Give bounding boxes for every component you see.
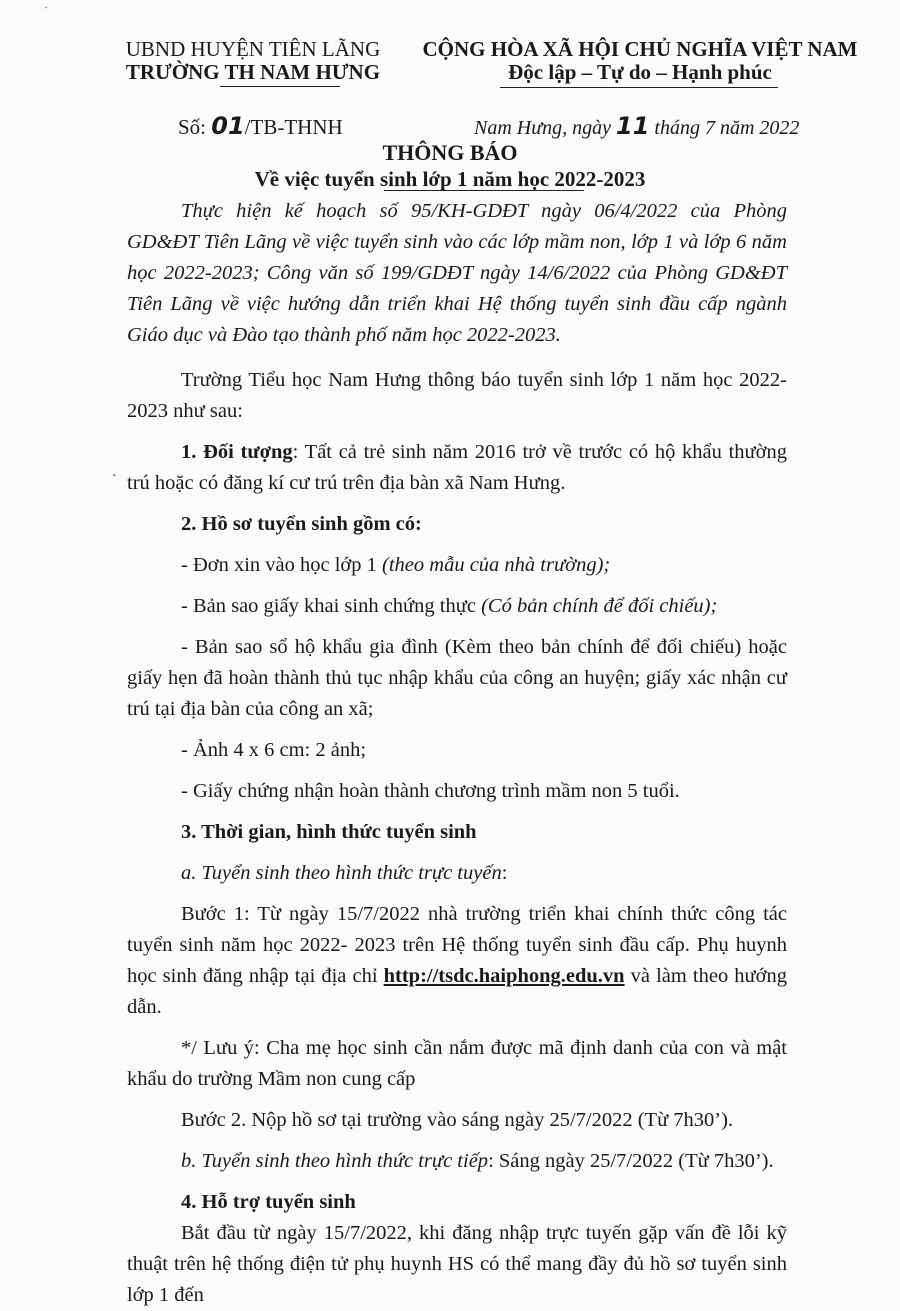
section-3b-title: b. Tuyển sinh theo hình thức trực tiếp [181, 1150, 489, 1172]
list-item-text: - Giấy chứng nhận hoàn thành chương trình mầm non 5 tuổi. [181, 780, 680, 802]
section-2-heading: 2. Hồ sơ tuyển sinh gồm có: [181, 513, 422, 535]
list-item-text: - Bản sao giấy khai sinh chứng thực [181, 595, 482, 617]
document-body [127, 196, 787, 1311]
step-1-tail: và làm theo hướng dẫn. [127, 965, 787, 1018]
section-1 [127, 437, 787, 499]
doc-number-prefix: Số: [178, 115, 212, 139]
national-motto: Độc lập – Tự do – Hạnh phúc [508, 60, 772, 84]
list-item [127, 735, 787, 766]
subtitle-underline [384, 190, 584, 191]
list-item-text: - Ảnh 4 x 6 cm: 2 ảnh; [181, 739, 367, 761]
section-3a-heading [127, 858, 787, 889]
section-3b-text: : Sáng ngày 25/7/2022 (Từ 7h30’). [488, 1150, 774, 1172]
national-header [420, 38, 860, 84]
document-number [178, 112, 343, 140]
section-4-heading: 4. Hỗ trợ tuyển sinh [181, 1191, 356, 1213]
issuer-header [118, 38, 388, 84]
step-1-paragraph [127, 899, 787, 1023]
list-item [127, 550, 787, 581]
section-3-heading: 3. Thời gian, hình thức tuyển sinh [181, 821, 477, 843]
announce-paragraph: Trường Tiểu học Nam Hưng thông báo tuyển sinh lớp 1 năm học 2022-2023 như sau: [127, 369, 787, 422]
date-day-handwritten: 11 [616, 112, 650, 140]
section-3b [127, 1146, 787, 1177]
intro-paragraph: Thực hiện kế hoạch số 95/KH-GDĐT ngày 06/4/2022 của Phòng GD&ĐT Tiên Lãng về việc tuyển sinh vào các lớp mầm non, lớp 1 và lớp 6 năm học 2022-2023; Công văn số 199/GDĐT ngày 14/6/2022 của Phòng GD&ĐT Tiên Lãng về việc hướng dẫn triển khai Hệ thống tuyển sinh đầu cấp ngành Giáo dục và Đào tạo thành phố năm học 2022-2023. [127, 200, 787, 346]
issue-date [474, 112, 799, 140]
note-paragraph: */ Lưu ý: Cha mẹ học sinh cần nắm được mã định danh của con và mật khẩu do trường Mầm non cung cấp [127, 1037, 787, 1090]
issuer-school: TRƯỜNG TH NAM HƯNG [125, 60, 381, 84]
subtitle-text: Về việc tuyển sinh lớp 1 năm học 2022-2023 [254, 167, 646, 191]
doc-number-handwritten: 01 [211, 112, 245, 140]
motto-underline [500, 87, 778, 88]
section-1-text: : Tất cả trẻ sinh năm 2016 trở về trước có hộ khẩu thường trú hoặc có đăng kí cư trú trên địa bàn xã Nam Hưng. [127, 441, 787, 494]
document-subtitle [0, 166, 900, 192]
list-item [127, 591, 787, 622]
list-item [127, 776, 787, 807]
document-title: THÔNG BÁO [382, 140, 518, 165]
scan-speck: ˊ [44, 4, 48, 18]
section-1-heading: 1. Đối tượng [181, 441, 293, 463]
date-suffix: tháng 7 năm 2022 [649, 117, 800, 139]
step-2-paragraph: Bước 2. Nộp hồ sơ tại trường vào sáng ngày 25/7/2022 (Từ 7h30’). [181, 1109, 734, 1131]
list-item-text: - Bản sao sổ hộ khẩu gia đình (Kèm theo bản chính để đối chiếu) hoặc giấy hẹn đã hoàn thành thủ tục nhập khẩu của công an huyện; giấy xác nhận cư trú tại địa bàn của công an xã; [127, 636, 787, 720]
doc-number-suffix: /TB-THNH [244, 115, 343, 139]
enrollment-portal-link[interactable]: http://tsdc.haiphong.edu.vn [383, 965, 625, 987]
list-item-note: (Có bản chính để đối chiếu); [481, 595, 718, 617]
list-item [127, 632, 787, 725]
list-item-note: (theo mẫu của nhà trường); [382, 554, 611, 576]
section-3a-colon: : [501, 862, 508, 884]
date-prefix: Nam Hưng, ngày [474, 117, 617, 139]
issuer-underline [220, 86, 340, 87]
step-1-text: Bước 1: Từ ngày 15/7/2022 nhà trường triển khai chính thức công tác tuyển sinh năm học 2022- 2023 trên Hệ thống tuyển sinh đầu cấp. Phụ huynh học sinh đăng nhập tại địa chỉ [127, 903, 787, 987]
list-item-text: - Đơn xin vào học lớp 1 [181, 554, 383, 576]
issuer-authority: UBND HUYỆN TIÊN LÃNG [125, 37, 381, 61]
section-4-text: Bắt đầu từ ngày 15/7/2022, khi đăng nhập trực tuyến gặp vấn đề lỗi kỹ thuật trên hệ thống điện tử phụ huynh HS có thể mang đầy đủ hồ sơ tuyển sinh lớp 1 đến [127, 1222, 787, 1306]
national-title: CỘNG HÒA XÃ HỘI CHỦ NGHĨA VIỆT NAM [422, 37, 858, 61]
scan-mark: ` [112, 473, 117, 488]
section-3a-title: a. Tuyển sinh theo hình thức trực tuyến [181, 862, 502, 884]
